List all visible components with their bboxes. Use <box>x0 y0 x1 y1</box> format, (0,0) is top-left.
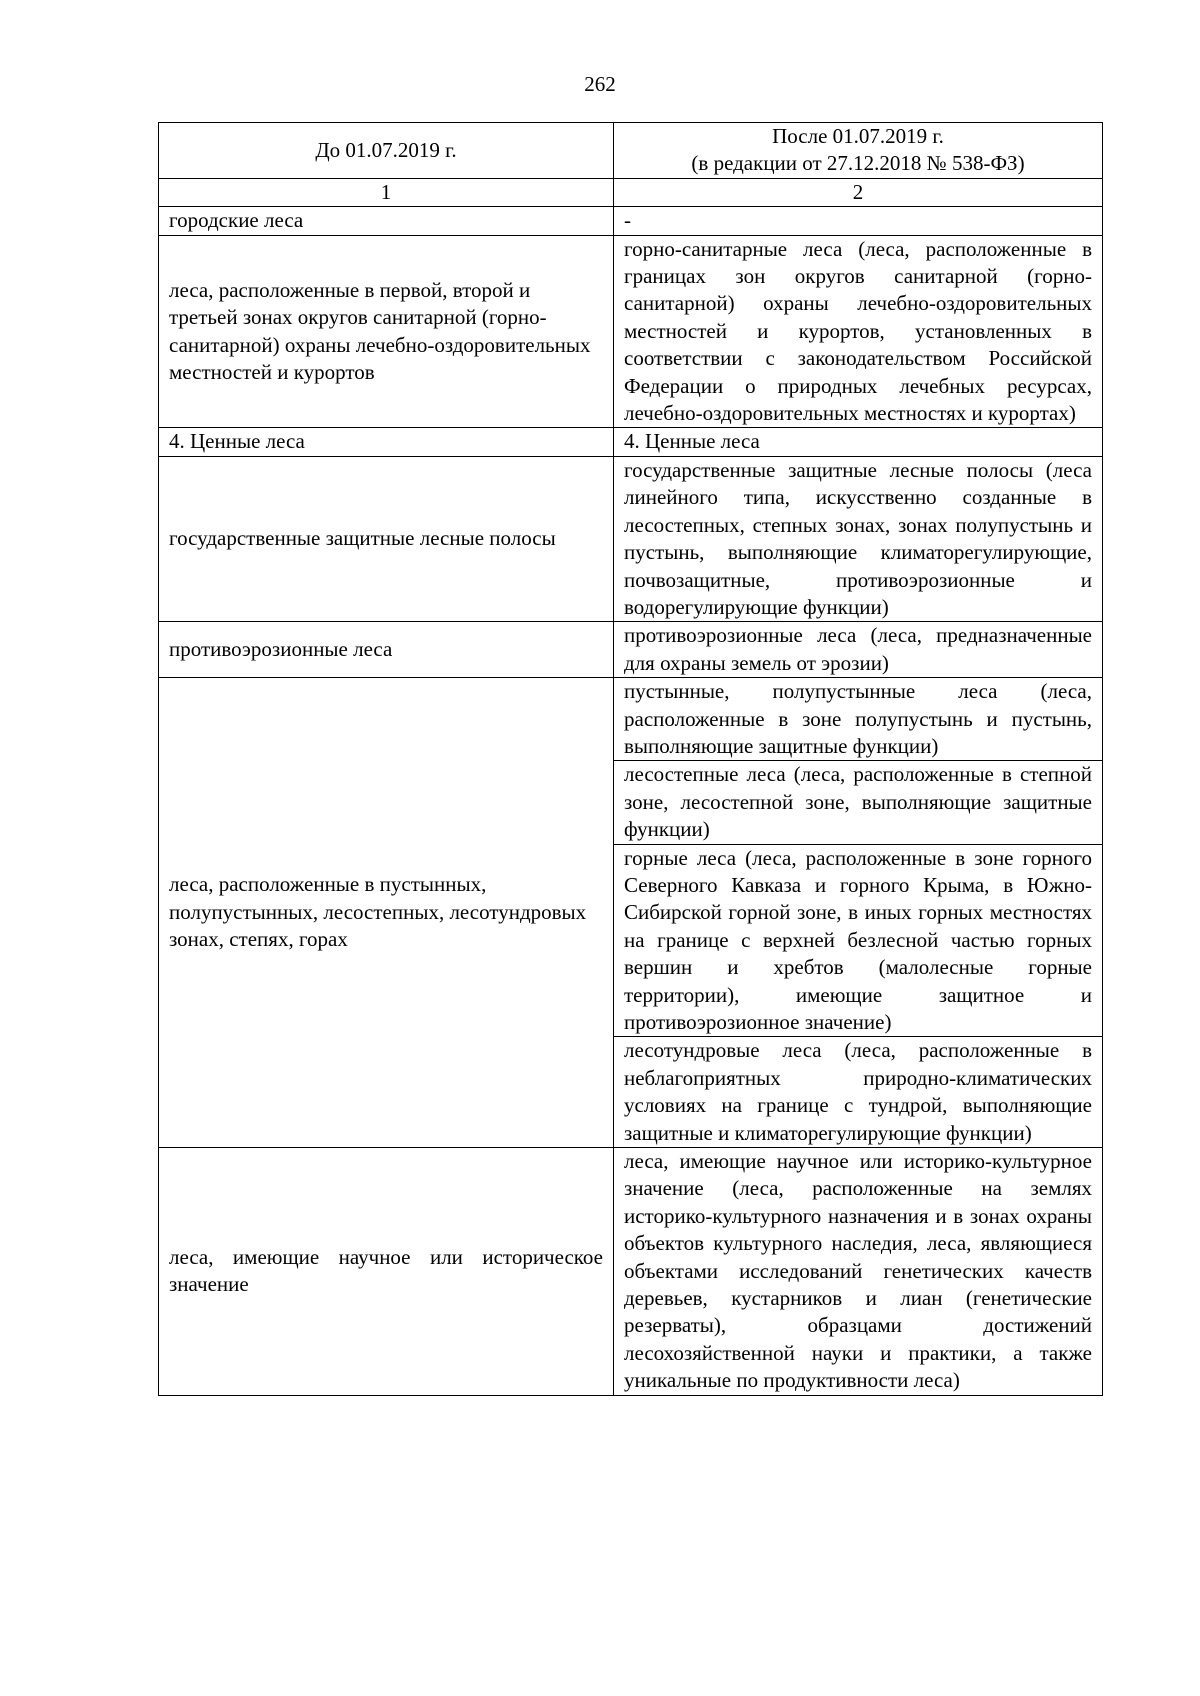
row-after-cell: лесотундровые леса (леса, расположенные в неблагоприятных природно-климатических условиях на границе с тундрой, выполняющие защитные и климаторегулирующие функции) <box>614 1037 1103 1148</box>
table-row <box>159 678 1103 761</box>
row-before-cell: государственные защитные лесные полосы <box>159 456 614 621</box>
row-before-cell: противоэрозионные леса <box>159 622 614 678</box>
header-after-line1: После 01.07.2019 г. <box>772 124 944 148</box>
table-row <box>159 1148 1103 1396</box>
row-after-cell: пустынные, полупустынные леса (леса, расположенные в зоне полупустынь и пустынь, выполняющие защитные функции) <box>614 678 1103 761</box>
section-heading-after: 4. Ценные леса <box>614 428 1103 456</box>
row-before-cell: городские леса <box>159 207 614 235</box>
page-number: 262 <box>584 72 616 96</box>
table-row <box>159 235 1103 428</box>
row-after-cell: государственные защитные лесные полосы (леса линейного типа, искусственно созданные в лесостепных, степных зонах, зонах полупустынь и пустынь, выполняющие климаторегулирующие, почвозащитные, противоэрозионные и водорегулирующие функции) <box>614 456 1103 621</box>
header-before <box>159 123 614 179</box>
header-after <box>614 123 1103 179</box>
row-before-cell: леса, расположенные в пустынных, полупустынных, лесостепных, лесотундровых зонах, степях, горах <box>159 678 614 1148</box>
table-row <box>159 456 1103 621</box>
row-before-cell: леса, имеющие научное или историческое значение <box>159 1148 614 1396</box>
row-after-cell: - <box>614 207 1103 235</box>
header-after-line2: (в редакции от 27.12.2018 № 538-ФЗ) <box>691 151 1025 176</box>
row-after-cell: горные леса (леса, расположенные в зоне горного Северного Кавказа и горного Крыма, в Южно-Сибирской горной зоне, в иных горных местностях на границе с верхней безлесной частью горных вершин и хребтов (малолесные горные территории), имеющие защитное и противоэрозионное значение) <box>614 844 1103 1037</box>
row-after-cell: леса, имеющие научное или историко-культурное значение (леса, расположенные на землях историко-культурного назначения и в зонах охраны объектов культурного наследия, леса, являющиеся объектами исследований генетических качеств деревьев, кустарников и лиан (генетические резерваты), образцами достижений лесохозяйственной науки и практики, а также уникальные по продуктивности леса) <box>614 1148 1103 1396</box>
header-before-label: До 01.07.2019 г. <box>315 137 457 162</box>
table-row <box>159 428 1103 456</box>
column-number-1: 1 <box>159 178 614 206</box>
column-number-row <box>159 178 1103 206</box>
table-row <box>159 622 1103 678</box>
comparison-table <box>158 122 1103 1396</box>
row-before-cell: леса, расположенные в первой, второй и третьей зонах округов санитарной (горно-санитарной) охраны лечебно-оздоровительных местностей и курортов <box>159 235 614 428</box>
row-after-cell: горно-санитарные леса (леса, расположенные в границах зон округов санитарной (горно-санитарной) охраны лечебно-оздоровительных местностей и курортов, установленных в соответствии с законодательством Российской Федерации о природных лечебных ресурсах, лечебно-оздоровительных местностях и курортах) <box>614 235 1103 428</box>
row-after-cell: лесостепные леса (леса, расположенные в степной зоне, лесостепной зоне, выполняющие защитные функции) <box>614 761 1103 844</box>
section-heading-before: 4. Ценные леса <box>159 428 614 456</box>
table-header-row <box>159 123 1103 179</box>
table-row <box>159 207 1103 235</box>
column-number-2: 2 <box>614 178 1103 206</box>
row-after-cell: противоэрозионные леса (леса, предназначенные для охраны земель от эрозии) <box>614 622 1103 678</box>
